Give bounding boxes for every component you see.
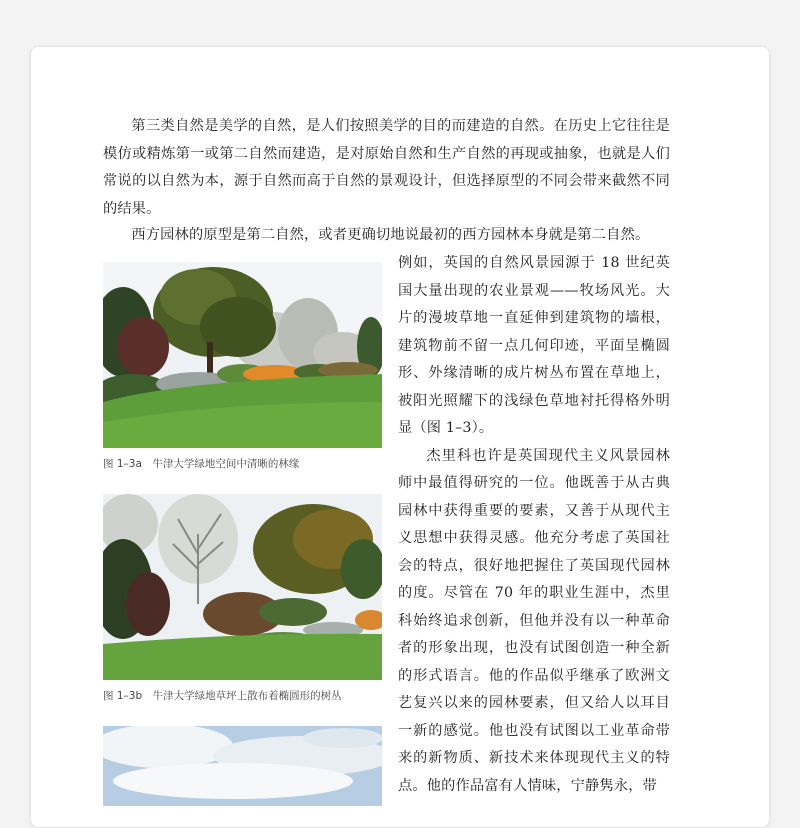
figure-1-3b-caption: 图 1–3b 牛津大学绿地草坪上散布着椭圆形的树丛	[103, 690, 342, 702]
figure-1-3c-photo	[103, 726, 382, 806]
figure-1-3b-photo	[103, 494, 382, 680]
paragraph-western-garden: 西方园林的原型是第二自然，或者更确切地说最初的西方园林本身就是第二自然。	[131, 227, 650, 243]
figure-1-3a-photo	[103, 262, 382, 448]
paragraph-jellicoe: 杰里科也许是英国现代主义风景园林师中最值得研究的一位。他既善于从古典园林中获得重要的要素，又善于从现代主义思想中获得灵感。他充分考虑了英国社会的特点，很好地把握住了英国现代园林的度。尽管在 70 年的职业生涯中，杰里科始终追求创新，但他并没有以一种革命者的形象出现，也没有试图创造一种全新的形式语言。他的作品似乎继承了欧洲文艺复兴以来的园林要素，但又给人以耳目一新的感觉。他也没有试图以工业革命带来的新物质、新技术来体现现代主义的特点。他的作品富有人情味，宁静隽永，带	[398, 447, 670, 794]
right-column-text	[398, 250, 670, 800]
paragraph-english-landscape: 例如，英国的自然风景园源于 18 世纪英国大量出现的农业景观——牧场风光。大片的漫坡草地一直延伸到建筑物的墙根，建筑物前不留一点几何印迹，平面呈椭圆形、外缘清晰的成片树丛布置在草地上，被阳光照耀下的浅绿色草地衬托得格外明显（图 1–3）。	[398, 255, 670, 436]
figure-1-3a-caption: 图 1–3a 牛津大学绿地空间中清晰的林缘	[103, 458, 300, 470]
paragraph-aesthetic-nature: 第三类自然是美学的自然，是人们按照美学的目的而建造的自然。在历史上它往往是模仿或精炼第一或第二自然而建造，是对原始自然和生产自然的再现或抽象，也就是人们常说的以自然为本，源于自然而高于自然的景观设计，但选择原型的不同会带来截然不同的结果。	[103, 118, 670, 217]
